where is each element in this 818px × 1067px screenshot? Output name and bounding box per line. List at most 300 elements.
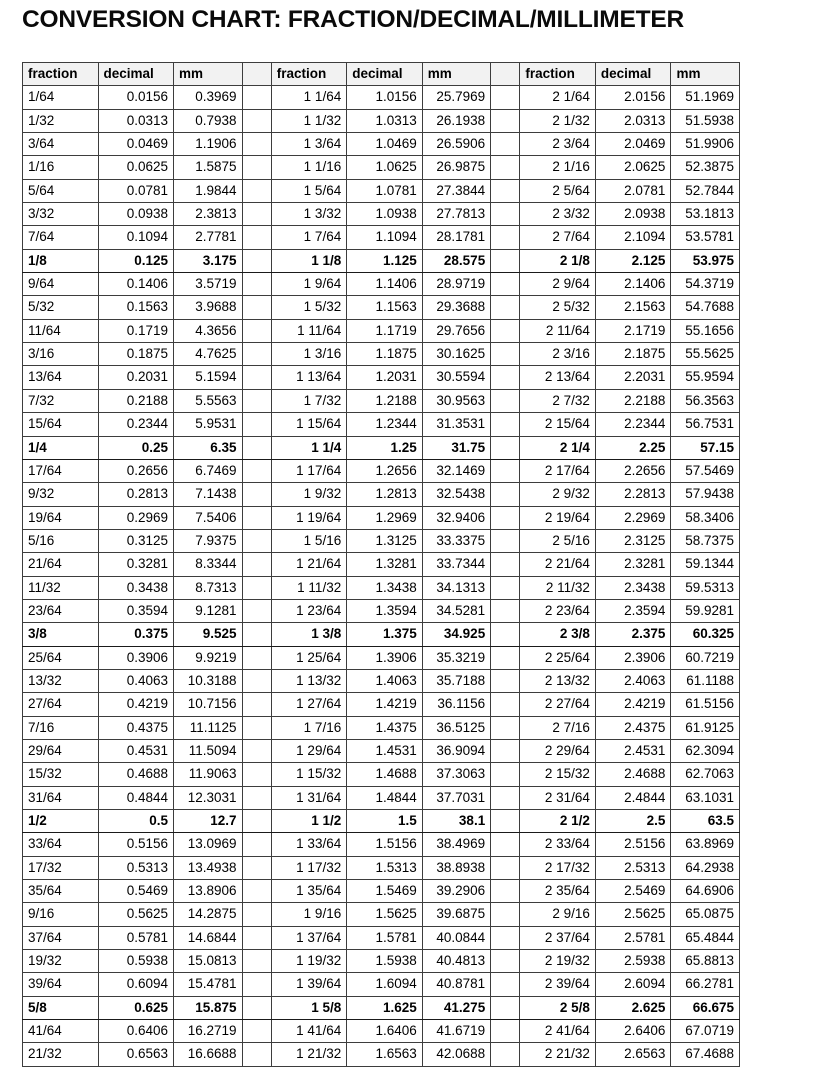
cell-fraction-section-2: 1 21/32	[271, 1043, 347, 1066]
table-row	[23, 716, 740, 739]
spacer-cell-1	[242, 133, 271, 156]
cell-mm-section-2: 34.1313	[422, 576, 490, 599]
cell-mm-section-2: 31.3531	[422, 413, 490, 436]
cell-mm-section-1: 1.5875	[174, 156, 242, 179]
cell-decimal-section-2: 1.2344	[347, 413, 423, 436]
cell-decimal-section-3: 2.5156	[595, 833, 671, 856]
cell-fraction-section-2: 1 13/32	[271, 669, 347, 692]
spacer-cell-1	[242, 249, 271, 272]
cell-fraction-section-1: 9/64	[23, 273, 99, 296]
cell-mm-section-2: 33.3375	[422, 529, 490, 552]
cell-mm-section-1: 7.1438	[174, 483, 242, 506]
cell-fraction-section-2: 1 25/64	[271, 646, 347, 669]
cell-fraction-section-1: 5/8	[23, 996, 99, 1019]
spacer-cell-1	[242, 389, 271, 412]
cell-mm-section-3: 51.9906	[671, 133, 740, 156]
cell-mm-section-2: 36.9094	[422, 739, 490, 762]
table-row	[23, 413, 740, 436]
cell-decimal-section-1: 0.0469	[98, 133, 174, 156]
cell-fraction-section-2: 1 21/64	[271, 553, 347, 576]
cell-mm-section-1: 1.9844	[174, 179, 242, 202]
table-row	[23, 156, 740, 179]
cell-fraction-section-3: 2 1/64	[520, 86, 596, 109]
cell-mm-section-1: 11.9063	[174, 763, 242, 786]
table-row	[23, 273, 740, 296]
cell-decimal-section-3: 2.5	[595, 810, 671, 833]
cell-mm-section-2: 36.5125	[422, 716, 490, 739]
cell-mm-section-1: 10.3188	[174, 669, 242, 692]
cell-mm-section-1: 7.9375	[174, 529, 242, 552]
cell-mm-section-2: 41.275	[422, 996, 490, 1019]
cell-decimal-section-3: 2.0938	[595, 203, 671, 226]
cell-fraction-section-1: 1/32	[23, 109, 99, 132]
cell-fraction-section-3: 2 21/32	[520, 1043, 596, 1066]
spacer-cell-1	[242, 576, 271, 599]
cell-fraction-section-2: 1 1/32	[271, 109, 347, 132]
cell-decimal-section-1: 0.4219	[98, 693, 174, 716]
cell-decimal-section-2: 1.5781	[347, 926, 423, 949]
cell-fraction-section-1: 15/64	[23, 413, 99, 436]
cell-fraction-section-3: 2 1/16	[520, 156, 596, 179]
cell-decimal-section-3: 2.4531	[595, 739, 671, 762]
cell-decimal-section-3: 2.0781	[595, 179, 671, 202]
cell-fraction-section-3: 2 3/32	[520, 203, 596, 226]
cell-fraction-section-2: 1 35/64	[271, 880, 347, 903]
table-row	[23, 646, 740, 669]
cell-mm-section-2: 28.575	[422, 249, 490, 272]
cell-fraction-section-3: 2 13/64	[520, 366, 596, 389]
spacer-cell-1	[242, 880, 271, 903]
spacer-cell-1	[242, 529, 271, 552]
table-body	[23, 86, 740, 1066]
cell-mm-section-3: 63.1031	[671, 786, 740, 809]
cell-decimal-section-2: 1.375	[347, 623, 423, 646]
cell-mm-section-1: 3.175	[174, 249, 242, 272]
cell-mm-section-1: 8.7313	[174, 576, 242, 599]
cell-fraction-section-1: 33/64	[23, 833, 99, 856]
table-row	[23, 529, 740, 552]
cell-decimal-section-1: 0.5156	[98, 833, 174, 856]
cell-mm-section-3: 66.2781	[671, 973, 740, 996]
spacer-cell-1	[242, 1020, 271, 1043]
cell-decimal-section-1: 0.3125	[98, 529, 174, 552]
table-row	[23, 763, 740, 786]
cell-decimal-section-1: 0.25	[98, 436, 174, 459]
cell-fraction-section-1: 29/64	[23, 739, 99, 762]
cell-decimal-section-1: 0.0313	[98, 109, 174, 132]
spacer-cell-2	[491, 226, 520, 249]
cell-decimal-section-1: 0.1094	[98, 226, 174, 249]
cell-mm-section-2: 41.6719	[422, 1020, 490, 1043]
cell-fraction-section-3: 2 3/16	[520, 343, 596, 366]
cell-fraction-section-2: 1 31/64	[271, 786, 347, 809]
cell-decimal-section-1: 0.625	[98, 996, 174, 1019]
cell-mm-section-3: 53.975	[671, 249, 740, 272]
table-row	[23, 903, 740, 926]
cell-fraction-section-3: 2 3/64	[520, 133, 596, 156]
spacer-cell-1	[242, 343, 271, 366]
cell-decimal-section-1: 0.0938	[98, 203, 174, 226]
header-row	[23, 63, 740, 86]
spacer-cell-1	[242, 413, 271, 436]
cell-fraction-section-3: 2 9/32	[520, 483, 596, 506]
cell-decimal-section-1: 0.0156	[98, 86, 174, 109]
header-mm-section-3: mm	[671, 63, 740, 86]
cell-mm-section-2: 29.7656	[422, 319, 490, 342]
cell-fraction-section-1: 17/32	[23, 856, 99, 879]
cell-fraction-section-1: 35/64	[23, 880, 99, 903]
cell-decimal-section-3: 2.625	[595, 996, 671, 1019]
cell-fraction-section-3: 2 3/8	[520, 623, 596, 646]
cell-decimal-section-2: 1.2813	[347, 483, 423, 506]
header-spacer-1	[242, 63, 271, 86]
cell-decimal-section-1: 0.125	[98, 249, 174, 272]
cell-mm-section-3: 64.2938	[671, 856, 740, 879]
cell-decimal-section-2: 1.1875	[347, 343, 423, 366]
spacer-cell-2	[491, 249, 520, 272]
cell-mm-section-3: 63.5	[671, 810, 740, 833]
cell-fraction-section-3: 2 7/32	[520, 389, 596, 412]
cell-decimal-section-3: 2.5781	[595, 926, 671, 949]
cell-decimal-section-2: 1.4375	[347, 716, 423, 739]
cell-fraction-section-1: 9/16	[23, 903, 99, 926]
cell-mm-section-1: 9.525	[174, 623, 242, 646]
cell-fraction-section-3: 2 7/64	[520, 226, 596, 249]
spacer-cell-2	[491, 646, 520, 669]
cell-fraction-section-2: 1 39/64	[271, 973, 347, 996]
cell-fraction-section-1: 3/64	[23, 133, 99, 156]
cell-fraction-section-2: 1 3/32	[271, 203, 347, 226]
cell-decimal-section-2: 1.1719	[347, 319, 423, 342]
cell-mm-section-2: 36.1156	[422, 693, 490, 716]
cell-mm-section-2: 27.7813	[422, 203, 490, 226]
cell-mm-section-1: 6.7469	[174, 459, 242, 482]
cell-mm-section-1: 13.8906	[174, 880, 242, 903]
cell-mm-section-3: 56.3563	[671, 389, 740, 412]
spacer-cell-2	[491, 669, 520, 692]
cell-decimal-section-2: 1.1094	[347, 226, 423, 249]
table-row	[23, 669, 740, 692]
cell-fraction-section-2: 1 7/32	[271, 389, 347, 412]
cell-decimal-section-2: 1.0781	[347, 179, 423, 202]
table-row	[23, 880, 740, 903]
cell-mm-section-2: 38.1	[422, 810, 490, 833]
cell-fraction-section-2: 1 5/16	[271, 529, 347, 552]
cell-decimal-section-3: 2.2813	[595, 483, 671, 506]
cell-fraction-section-2: 1 3/64	[271, 133, 347, 156]
cell-fraction-section-2: 1 41/64	[271, 1020, 347, 1043]
cell-mm-section-3: 55.1656	[671, 319, 740, 342]
cell-fraction-section-1: 3/32	[23, 203, 99, 226]
cell-mm-section-1: 15.4781	[174, 973, 242, 996]
cell-fraction-section-1: 7/32	[23, 389, 99, 412]
spacer-cell-1	[242, 739, 271, 762]
table-row	[23, 436, 740, 459]
spacer-cell-2	[491, 343, 520, 366]
cell-decimal-section-3: 2.2656	[595, 459, 671, 482]
cell-fraction-section-2: 1 9/32	[271, 483, 347, 506]
cell-mm-section-2: 26.1938	[422, 109, 490, 132]
cell-mm-section-2: 30.5594	[422, 366, 490, 389]
table-row	[23, 553, 740, 576]
cell-mm-section-2: 34.925	[422, 623, 490, 646]
cell-fraction-section-2: 1 7/64	[271, 226, 347, 249]
cell-decimal-section-3: 2.4063	[595, 669, 671, 692]
cell-decimal-section-3: 2.4844	[595, 786, 671, 809]
spacer-cell-1	[242, 226, 271, 249]
cell-decimal-section-1: 0.5625	[98, 903, 174, 926]
table-row	[23, 86, 740, 109]
spacer-cell-2	[491, 179, 520, 202]
cell-fraction-section-3: 2 25/64	[520, 646, 596, 669]
cell-mm-section-1: 16.6688	[174, 1043, 242, 1066]
spacer-cell-1	[242, 669, 271, 692]
cell-mm-section-2: 40.0844	[422, 926, 490, 949]
cell-fraction-section-2: 1 23/64	[271, 599, 347, 622]
cell-mm-section-2: 38.8938	[422, 856, 490, 879]
cell-mm-section-1: 9.1281	[174, 599, 242, 622]
spacer-cell-2	[491, 786, 520, 809]
cell-fraction-section-3: 2 23/64	[520, 599, 596, 622]
cell-fraction-section-1: 3/16	[23, 343, 99, 366]
cell-decimal-section-1: 0.3906	[98, 646, 174, 669]
cell-fraction-section-3: 2 39/64	[520, 973, 596, 996]
cell-mm-section-3: 64.6906	[671, 880, 740, 903]
cell-mm-section-2: 26.9875	[422, 156, 490, 179]
cell-fraction-section-1: 5/16	[23, 529, 99, 552]
cell-fraction-section-3: 2 9/16	[520, 903, 596, 926]
cell-fraction-section-1: 1/16	[23, 156, 99, 179]
cell-mm-section-3: 60.325	[671, 623, 740, 646]
cell-decimal-section-2: 1.3594	[347, 599, 423, 622]
header-decimal-section-2: decimal	[347, 63, 423, 86]
cell-decimal-section-3: 2.5313	[595, 856, 671, 879]
cell-decimal-section-2: 1.6563	[347, 1043, 423, 1066]
cell-mm-section-3: 54.3719	[671, 273, 740, 296]
spacer-cell-1	[242, 436, 271, 459]
cell-fraction-section-2: 1 27/64	[271, 693, 347, 716]
table-row	[23, 109, 740, 132]
spacer-cell-1	[242, 693, 271, 716]
spacer-cell-1	[242, 483, 271, 506]
spacer-cell-1	[242, 973, 271, 996]
cell-decimal-section-1: 0.2656	[98, 459, 174, 482]
cell-decimal-section-1: 0.3594	[98, 599, 174, 622]
cell-fraction-section-3: 2 11/64	[520, 319, 596, 342]
cell-mm-section-3: 53.5781	[671, 226, 740, 249]
cell-decimal-section-2: 1.1563	[347, 296, 423, 319]
table-row	[23, 366, 740, 389]
table-row	[23, 693, 740, 716]
spacer-cell-1	[242, 623, 271, 646]
cell-decimal-section-1: 0.0625	[98, 156, 174, 179]
table-header	[23, 63, 740, 86]
cell-decimal-section-3: 2.3281	[595, 553, 671, 576]
spacer-cell-2	[491, 273, 520, 296]
header-mm-section-1: mm	[174, 63, 242, 86]
cell-mm-section-1: 11.1125	[174, 716, 242, 739]
cell-decimal-section-2: 1.625	[347, 996, 423, 1019]
table-row	[23, 506, 740, 529]
cell-fraction-section-2: 1 1/64	[271, 86, 347, 109]
spacer-cell-1	[242, 156, 271, 179]
table-row	[23, 623, 740, 646]
spacer-cell-1	[242, 810, 271, 833]
cell-mm-section-3: 59.1344	[671, 553, 740, 576]
table-row	[23, 203, 740, 226]
cell-decimal-section-3: 2.3594	[595, 599, 671, 622]
spacer-cell-2	[491, 459, 520, 482]
cell-mm-section-2: 37.7031	[422, 786, 490, 809]
spacer-cell-2	[491, 389, 520, 412]
cell-fraction-section-3: 2 13/32	[520, 669, 596, 692]
cell-decimal-section-3: 2.0469	[595, 133, 671, 156]
cell-mm-section-3: 62.7063	[671, 763, 740, 786]
table-row	[23, 483, 740, 506]
spacer-cell-2	[491, 483, 520, 506]
cell-decimal-section-2: 1.5156	[347, 833, 423, 856]
cell-mm-section-1: 8.3344	[174, 553, 242, 576]
cell-mm-section-1: 14.6844	[174, 926, 242, 949]
spacer-cell-2	[491, 576, 520, 599]
cell-decimal-section-2: 1.4219	[347, 693, 423, 716]
spacer-cell-2	[491, 763, 520, 786]
cell-mm-section-1: 1.1906	[174, 133, 242, 156]
cell-mm-section-3: 63.8969	[671, 833, 740, 856]
cell-fraction-section-2: 1 3/8	[271, 623, 347, 646]
cell-fraction-section-2: 1 9/16	[271, 903, 347, 926]
cell-mm-section-1: 3.5719	[174, 273, 242, 296]
cell-fraction-section-1: 27/64	[23, 693, 99, 716]
spacer-cell-2	[491, 833, 520, 856]
cell-decimal-section-2: 1.5938	[347, 950, 423, 973]
cell-fraction-section-2: 1 19/64	[271, 506, 347, 529]
spacer-cell-2	[491, 693, 520, 716]
table-row	[23, 599, 740, 622]
cell-mm-section-3: 58.7375	[671, 529, 740, 552]
spacer-cell-2	[491, 623, 520, 646]
cell-decimal-section-2: 1.5	[347, 810, 423, 833]
cell-mm-section-2: 28.9719	[422, 273, 490, 296]
table-row	[23, 319, 740, 342]
cell-fraction-section-1: 17/64	[23, 459, 99, 482]
spacer-cell-1	[242, 926, 271, 949]
cell-decimal-section-3: 2.5625	[595, 903, 671, 926]
cell-decimal-section-2: 1.3906	[347, 646, 423, 669]
cell-decimal-section-2: 1.3281	[347, 553, 423, 576]
cell-fraction-section-2: 1 11/32	[271, 576, 347, 599]
cell-mm-section-1: 4.7625	[174, 343, 242, 366]
cell-mm-section-3: 56.7531	[671, 413, 740, 436]
cell-mm-section-3: 52.3875	[671, 156, 740, 179]
spacer-cell-2	[491, 109, 520, 132]
cell-decimal-section-2: 1.4688	[347, 763, 423, 786]
spacer-cell-1	[242, 950, 271, 973]
cell-mm-section-2: 26.5906	[422, 133, 490, 156]
cell-fraction-section-1: 13/32	[23, 669, 99, 692]
cell-fraction-section-3: 2 21/64	[520, 553, 596, 576]
cell-decimal-section-3: 2.375	[595, 623, 671, 646]
cell-mm-section-1: 5.9531	[174, 413, 242, 436]
cell-fraction-section-3: 2 17/32	[520, 856, 596, 879]
table-row	[23, 1043, 740, 1066]
cell-fraction-section-3: 2 29/64	[520, 739, 596, 762]
cell-decimal-section-1: 0.2969	[98, 506, 174, 529]
cell-fraction-section-3: 2 15/32	[520, 763, 596, 786]
table-row	[23, 926, 740, 949]
cell-mm-section-2: 40.8781	[422, 973, 490, 996]
cell-mm-section-3: 65.4844	[671, 926, 740, 949]
cell-mm-section-1: 5.1594	[174, 366, 242, 389]
header-fraction-section-2: fraction	[271, 63, 347, 86]
cell-fraction-section-1: 13/64	[23, 366, 99, 389]
cell-mm-section-3: 55.5625	[671, 343, 740, 366]
cell-decimal-section-2: 1.4844	[347, 786, 423, 809]
cell-mm-section-1: 15.0813	[174, 950, 242, 973]
cell-fraction-section-1: 23/64	[23, 599, 99, 622]
cell-mm-section-3: 57.15	[671, 436, 740, 459]
cell-decimal-section-3: 2.3125	[595, 529, 671, 552]
cell-mm-section-1: 13.4938	[174, 856, 242, 879]
cell-fraction-section-3: 2 35/64	[520, 880, 596, 903]
cell-mm-section-2: 32.5438	[422, 483, 490, 506]
spacer-cell-1	[242, 833, 271, 856]
spacer-cell-2	[491, 156, 520, 179]
cell-decimal-section-3: 2.2969	[595, 506, 671, 529]
conversion-table	[22, 62, 740, 1067]
cell-fraction-section-3: 2 33/64	[520, 833, 596, 856]
cell-fraction-section-2: 1 17/64	[271, 459, 347, 482]
cell-mm-section-2: 27.3844	[422, 179, 490, 202]
cell-decimal-section-3: 2.1406	[595, 273, 671, 296]
spacer-cell-1	[242, 646, 271, 669]
table-row	[23, 576, 740, 599]
cell-fraction-section-1: 9/32	[23, 483, 99, 506]
spacer-cell-1	[242, 179, 271, 202]
cell-fraction-section-3: 2 9/64	[520, 273, 596, 296]
cell-mm-section-1: 15.875	[174, 996, 242, 1019]
cell-fraction-section-2: 1 11/64	[271, 319, 347, 342]
cell-decimal-section-1: 0.2344	[98, 413, 174, 436]
cell-decimal-section-1: 0.1875	[98, 343, 174, 366]
spacer-cell-2	[491, 436, 520, 459]
cell-mm-section-3: 51.1969	[671, 86, 740, 109]
cell-fraction-section-1: 39/64	[23, 973, 99, 996]
cell-decimal-section-2: 1.2656	[347, 459, 423, 482]
cell-mm-section-3: 51.5938	[671, 109, 740, 132]
cell-fraction-section-2: 1 5/8	[271, 996, 347, 1019]
cell-mm-section-2: 39.6875	[422, 903, 490, 926]
cell-fraction-section-1: 11/64	[23, 319, 99, 342]
cell-mm-section-1: 7.5406	[174, 506, 242, 529]
cell-fraction-section-1: 31/64	[23, 786, 99, 809]
spacer-cell-1	[242, 366, 271, 389]
spacer-cell-1	[242, 506, 271, 529]
spacer-cell-2	[491, 739, 520, 762]
cell-mm-section-3: 60.7219	[671, 646, 740, 669]
table-row	[23, 459, 740, 482]
cell-fraction-section-2: 1 3/16	[271, 343, 347, 366]
table-row	[23, 179, 740, 202]
cell-fraction-section-2: 1 5/64	[271, 179, 347, 202]
cell-decimal-section-1: 0.1563	[98, 296, 174, 319]
cell-fraction-section-3: 2 37/64	[520, 926, 596, 949]
spacer-cell-1	[242, 203, 271, 226]
spacer-cell-2	[491, 1020, 520, 1043]
cell-mm-section-3: 62.3094	[671, 739, 740, 762]
cell-mm-section-2: 30.9563	[422, 389, 490, 412]
cell-fraction-section-1: 19/64	[23, 506, 99, 529]
